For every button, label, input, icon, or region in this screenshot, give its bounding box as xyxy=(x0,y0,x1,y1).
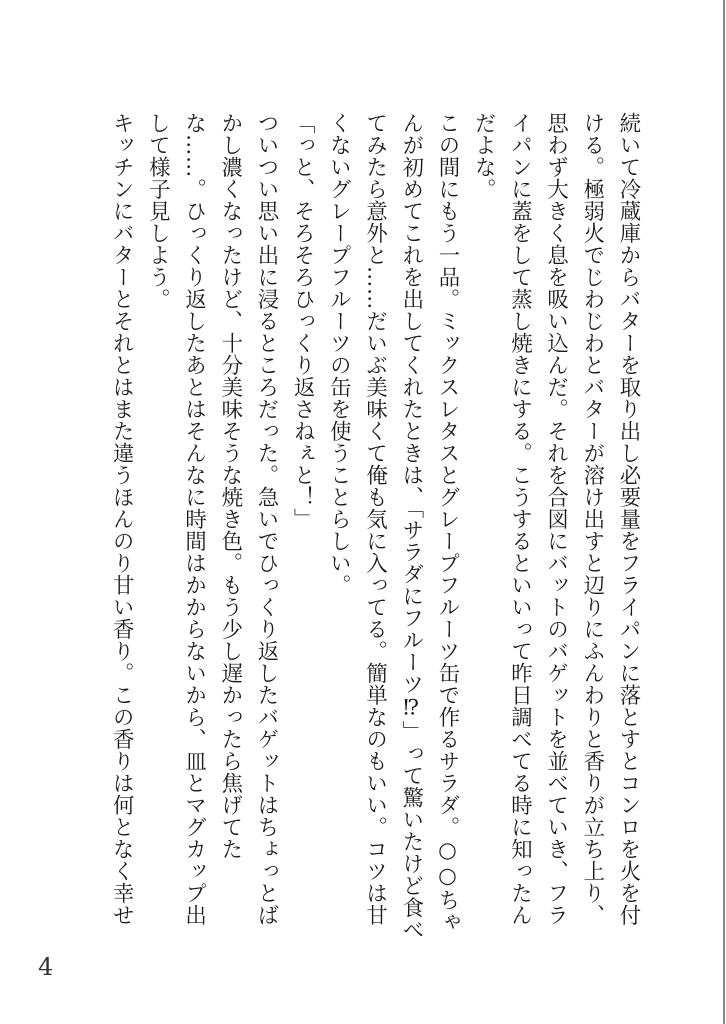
body-text xyxy=(86,112,646,942)
page-number: 4 xyxy=(38,953,54,981)
paragraph-5: キッチンにバターとそれとはまた違うほんのり甘い香り。この香りは何となく幸せ xyxy=(109,112,135,926)
paragraph-2: この間にもう一品。ミックスレタスとグレープフルーツ缶で作るサラダ。○○ちゃんが初めてこれを出してくれたときは、「サラダにフルーツ⁉」って驚いたけど食べてみたら意外と……だいぶ美味くて俺も気に入ってる。簡単なのもいい。コツは甘くないグレープフルーツの缶を使うことらしい。 xyxy=(326,112,460,941)
paragraph-1: 続いて冷蔵庫からバターを取り出し必要量をフライパンに落とすとコンロを火を付ける。極弱火でじわじわとバターが溶け出すと辺りにふんわりと香りが立ち上り、思わず大きく息を吸い込んだ。それを合図にバットのバゲットを並べていき、フライパンに蓋をして蒸し焼きにする。こうするといいって昨日調べてる時に知ったんだよな。 xyxy=(471,112,641,926)
paragraph-4: ついつい思い出に浸るところだった。急いでひっくり返したバゲットはちょっとばかし濃くなったけど、十分美味そうな焼き色。もう少し遅かったら焦げてたな……。ひっくり返したあとはそんなに時間はかからないから、皿とマグカップ出して様子見しよう。 xyxy=(145,112,279,926)
page-edge-divider xyxy=(723,0,725,1024)
paragraph-3: 「っと、そろそろひっくり返さねぇと！」 xyxy=(290,112,316,530)
